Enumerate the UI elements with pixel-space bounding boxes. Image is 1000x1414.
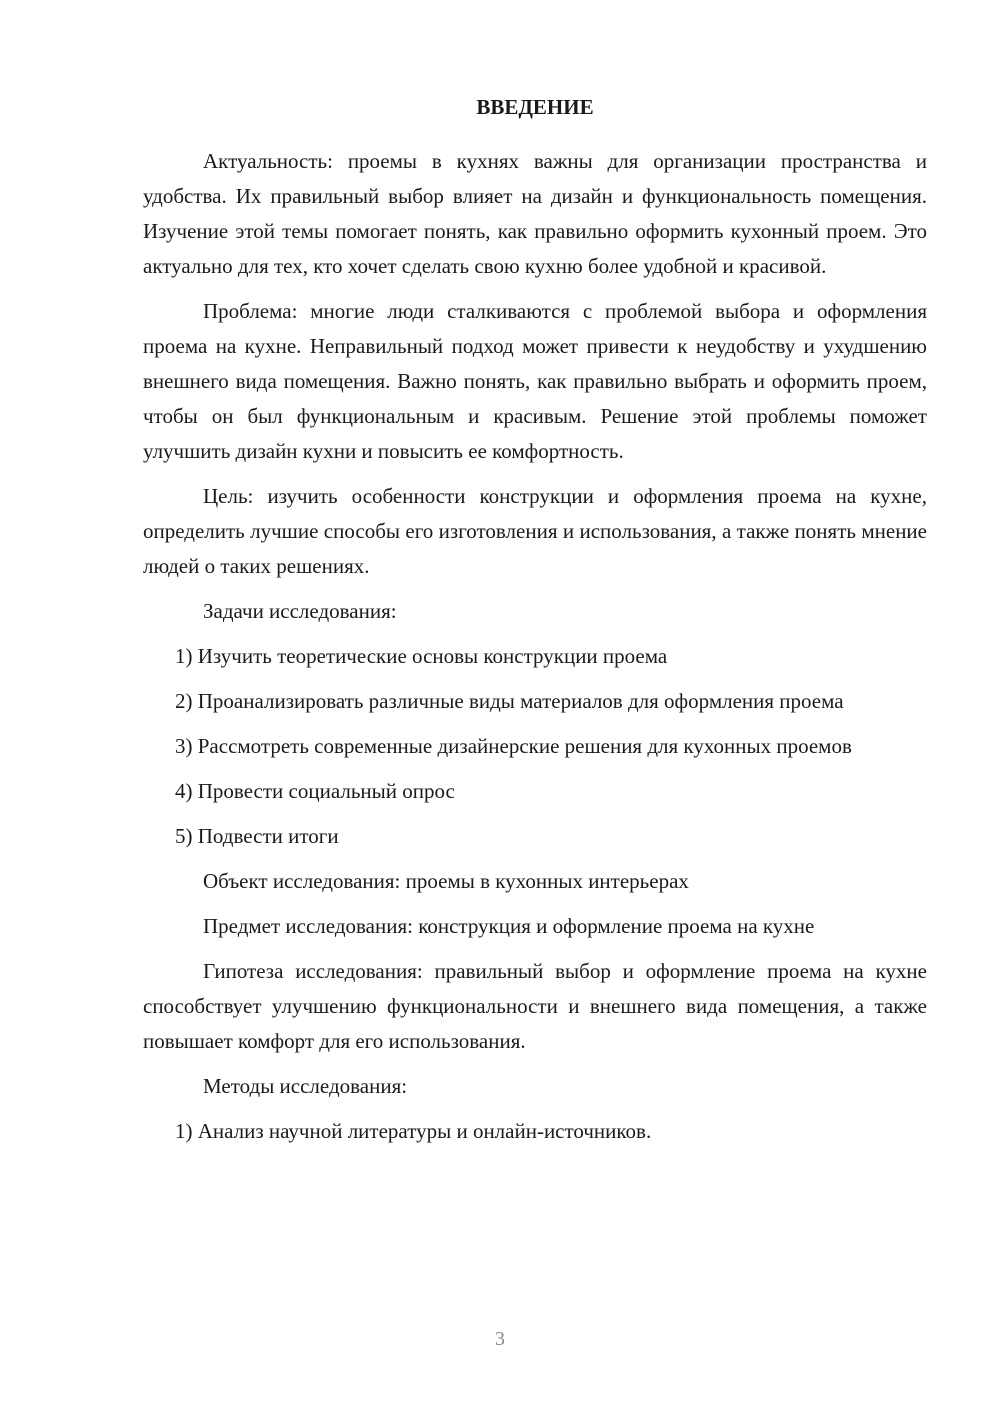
document-page [143, 92, 927, 1159]
methods-list [143, 1114, 927, 1149]
task-item-3: 3) Рассмотреть современные дизайнерские решения для кухонных проемов [175, 734, 852, 758]
task-item-4: 4) Провести социальный опрос [175, 779, 455, 803]
page-number: 3 [495, 1328, 505, 1350]
task-item-1: 1) Изучить теоретические основы конструкции проема [175, 644, 668, 668]
research-subject: Предмет исследования: конструкция и оформление проема на кухне [203, 914, 815, 938]
method-item-1: 1) Анализ научной литературы и онлайн-источников. [175, 1119, 652, 1143]
research-object: Объект исследования: проемы в кухонных интерьерах [203, 869, 689, 893]
relevance-paragraph: Актуальность: проемы в кухнях важны для организации пространства и удобства. Их правильный выбор влияет на дизайн и функциональность помещения. Изучение этой темы помогает понять, как правильно оформить кухонный проем. Это актуально для тех, кто хочет сделать свою кухню более удобной и красивой. [143, 149, 927, 278]
tasks-heading: Задачи исследования: [203, 599, 397, 623]
goal-paragraph: Цель: изучить особенности конструкции и оформления проема на кухне, определить лучшие способы его изготовления и использования, а также понять мнение людей о таких решениях. [143, 484, 927, 578]
problem-paragraph: Проблема: многие люди сталкиваются с проблемой выбора и оформления проема на кухне. Неправильный подход может привести к неудобству и ухудшению внешнего вида помещения. Важно понять, как правильно выбрать и оформить проем, чтобы он был функциональным и красивым. Решение этой проблемы поможет улучшить дизайн кухни и повысить ее комфортность. [143, 299, 927, 463]
task-item-2: 2) Проанализировать различные виды материалов для оформления проема [175, 689, 844, 713]
task-item-5: 5) Подвести итоги [175, 824, 339, 848]
tasks-list [143, 639, 927, 854]
methods-heading: Методы исследования: [203, 1074, 408, 1098]
research-hypothesis: Гипотеза исследования: правильный выбор и оформление проема на кухне способствует улучшению функциональности и внешнего вида помещения, а также повышает комфорт для его использования. [143, 959, 927, 1053]
section-title: ВВЕДЕНИЕ [476, 95, 594, 119]
